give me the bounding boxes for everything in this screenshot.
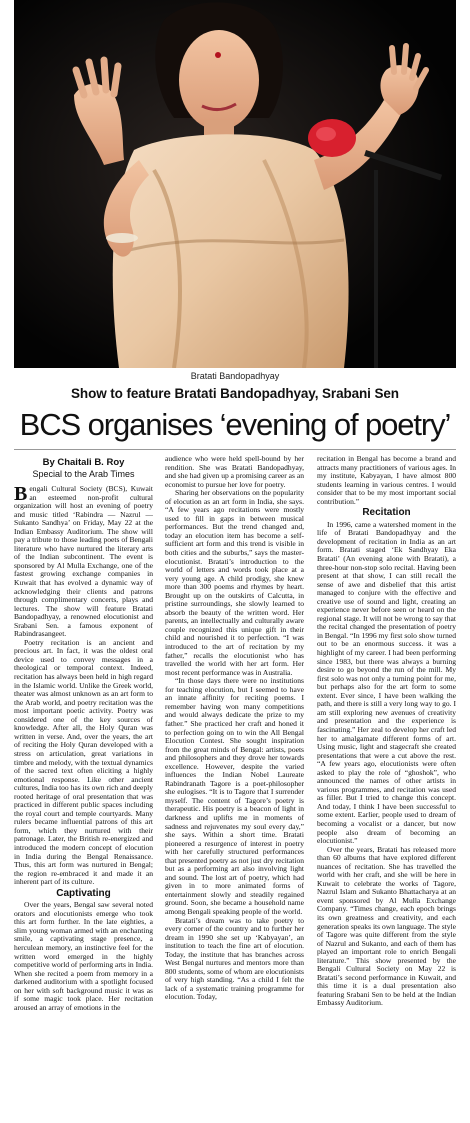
article-kicker: Show to feature Bratati Bandopadhyay, Srabani Sen [71,386,399,401]
drop-cap: B [14,483,28,505]
article-column-2 [165,455,304,1119]
body-paragraph: Poetry recitation is an ancient and precious art. In fact, it was the oldest oral device used to convey messages in a theological or temporal context. Indeed, recitation has always been held in high regard in the Islamic world. Unlike the Greek world, theater was almost unknown as an art form to the Arab world, and poetry recitation was the most important poetic activity. Poetry was considered one of the key sources of knowledge. After all, the Holy Quran was written in verse. And, over the years, the art of reciting the Holy Quran developed with a stress on articulation, great variations in timbre and melody, with the textual dynamics of the sacred text often eliciting a highly emotional response. Like other ancient cultures, India too has its own rich and deeply rooted heritage of oral presentation that was practiced in different public spaces including the royal court and temple courtyards. Many rulers became influential patrons of this art form, which they nurtured with their patronage. Later, the British re-energized and introduced the modern concept of elocution in India during the Bengal Renaissance. Thus, this art form was nurtured in Bengal; the region re-embraced it and made it an inherent part of its culture. [14,637,153,887]
performer-photo-illustration [14,0,456,368]
body-paragraph: Sharing her observations on the popularity of elocution as an art form in India, she says. “A few years ago recitations were mostly used to fill in gaps in between musical performances. But the trend changed and, today an elocution item has become a self-sufficient art form and this trend is visible in both cities and the suburbs,” says the master-elocutionist. Bratati’s introduction to the world of letters and words took place at a very young age. A child prodigy, she knew more than 300 poems and rhymes by heart. Brought up on the outskirts of Calcutta, in pristine surroundings, she slowly learned to absorb the beauty of the written word. Her parents, an intellectually and culturally aware couple recognized this unique gift in their child and nourished it to perfection. “I was introduced to the art of recitation by my father,” recalls the elocutionist who has travelled the world with her art form. Her most recent performance was in Australia. [165,488,304,677]
article-column-3 [317,455,456,1119]
photo-caption: Bratati Bandopadhyay [190,371,280,381]
body-paragraph: Bratati’s dream was to take poetry to every corner of the country and to further her dream in 1990 she set up ‘Kabyayan’, an institution to teach the fine art of elocution. Today, the institute that has branches across West Bengal nurtures and mentors more than 800 students, some of whom are elocutionists of very high standing. “As a child I felt the lack of a systematic training programme for elocution. Today, [165,915,304,1002]
body-paragraph: Over the years, Bratati has released more than 60 albums that have explored different nuances of recitation. She has travelled the world with her craft, and she will be here in Kuwait to celebrate the works of Tagore, Nazrul Islam and Sukanto Bhattacharya at an event sponsored by Al Mulla Exchange Company. “Times change, each epoch brings its own greatness and creativity, and each generation speaks its own language. The style of Tagore was quite different from the style of Nazrul and Sukanto, and each of them has played an important role to enrich Bengali literature.” This show presented by the Bengali Cultural Society on May 22 is Bratati’s second performance in Kuwait, and this time it is a dual presentation also featuring Srabani Sen to be held at the Indian Embassy Auditorium. [317,844,456,1008]
subhead-captivating: Captivating [56,887,111,899]
byline: By Chaitali B. Roy [42,457,125,468]
article-column-1 [14,455,153,1119]
body-paragraph: recitation in Bengal has become a brand and attracts many practitioners of various ages. In my institute, Kabyayan, I have almost 800 students learning in various centres. I would consider that to be my most important social contribution.” [317,455,456,506]
body-paragraph: “In those days there were no institutions for teaching elocution, but I seemed to have an innate affinity for reciting poems. I remember having won many competitions and would always dedicate the prize to my father.” She practiced her craft and honed it to perfection going on to win the All Bengal Elocution Contest. She sought inspiration from the great minds of Bengal: artists, poets and philosophers and they drove her towards excellence. However, despite the varied influences the Indian Nobel Laureate Rabindranath Tagore is a poet-philosopher she eulogises. “It is to Tagore that I surrender myself. The content of Tagore’s poetry is therapeutic. His poetry is a beacon of light in darkness and uplifts me in moments of sadness and rejuvenates my soul every day,” she says. Within a short time. Bratati pioneered a resurgence of interest in poetry with her carefully structured performances that presented poetry as not just dry recitation but as a performing art also involving light and sound. The lost art of poetry, which had given in to more animated forms of entertainment slowly and steadily regained ground. Soon, she became a household name among Bengali speaking people of the world. [165,676,304,916]
headline-divider [14,449,456,450]
article-headline: BCS organises ‘evening of poetry’ [19,407,451,442]
performer-photo [14,0,456,368]
body-paragraph: In 1996, came a watershed moment in the life of Bratati Bandopadhyay and the development of recitation in India as an art form. Bratati staged ‘Ek Sandhyay Eka Bratati’ (An evening alone with Bratati), a three-hour non-stop solo recital. Having been present at that show, I can still recall the sense of awe and disbelief that this artist managed to conjure with the effective and creative use of sound and light, creating an experience never before seen or heard on the regional stage. It will not be wrong to say that the recital changed the presentation of poetry in Bengal. “In 1996 my first solo show turned out to be an enormous success. it was a highlight of my career. I had been performing since 1983, but there was always a burning desire to go beyond the run of the mill. My first solo was not only a turning point for me, but perhaps also for the art form to some extent. Ever since, I have been walking the path, and there is still a very long way to go. I am still exploring new avenues of creativity and presentation and the experience is fascinating.” Her zeal to develop her craft led her to amalgamate different forms of art. Using music, light and stagecraft she created presentations that were a cut above the rest. “A few years ago, elocutionists were often asked to play the role of “ghoshok”, who announced the names of other artists in various programmes, and recitation was used as filler. But I tried to change this concept. And today, I think I have been successful to some extent. Earlier, people used to dream of becoming a vocalist or a dancer, but now people also dream of becoming an elocutionist.” [317,519,456,846]
lead-paragraph: Bengali Cultural Society (BCS), Kuwait an esteemed non-profit cultural organization will host an evening of poetry and music titled ‘Rabindra — Nazrul — Sukanto Sandhya’ on Friday, May 22 at the Indian Embassy Auditorium. The show will pay a tribute to those leading poets of Bengali literature who have nurtured the literary arts of the Indian subcontinent. The event is sponsored by Al Mulla Exchange, one of the fastest growing exchange companies in Kuwait that has evolved a dynamic way of acknowledging their clients and patrons through complimentary concerts, plays and lectures. The show will feature Bratati Bandopadhyay, a renowned elocutionist and Srabani Sen. a famous exponent of Rabindrasangeet. [14,483,153,639]
byline-affiliation: Special to the Arab Times [32,469,135,479]
subhead-recitation: Recitation [362,507,411,519]
body-paragraph: audience who were held spell-bound by her rendition. She was Bratati Bandopadhyay, and she had given up a promising career as an economist to pursue her love for poetry. [165,455,304,489]
body-paragraph: Over the years, Bengal saw several noted orators and elocutionists emerge who took this art form further. In the late eighties, a slim young woman armed with an enchanting smile, a captivating stage presence, a herculean memory, an instinctive feel for the written word emerged in the highly competitive world of performing arts in India. When she recited a poem from memory in a darkened auditorium with a spotlight focused on her with soft background music it was as if some magic took place. Her recitation aroused an array of emotions in the [14,900,153,1012]
